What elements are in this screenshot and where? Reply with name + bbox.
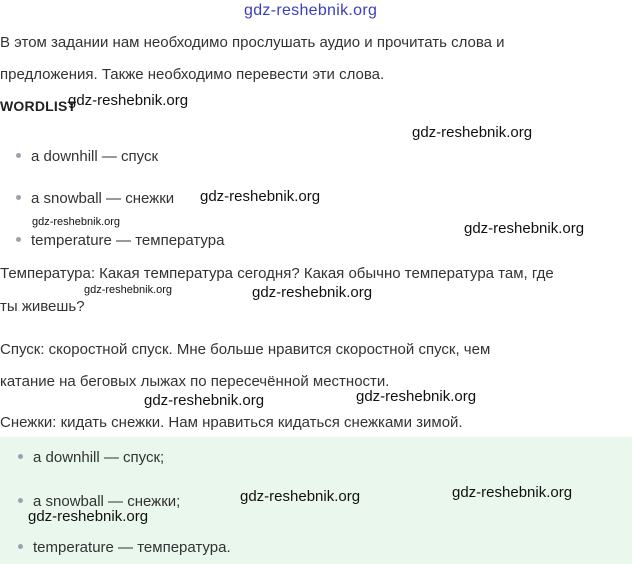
bullet-icon (16, 153, 21, 158)
watermark: gdz-reshebnik.org (28, 508, 149, 525)
wordlist-item: temperature — температура (16, 232, 224, 249)
watermark: gdz-reshebnik.org (240, 488, 361, 505)
watermark: gdz-reshebnik.org (356, 388, 477, 405)
sentence-downhill-line-1: Спуск: скоростной спуск. Мне больше нравится скоростной спуск, чем (0, 341, 491, 358)
watermark: gdz-reshebnik.org (452, 484, 573, 501)
intro-line-2: предложения. Также необходимо перевести эти слова. (0, 66, 385, 83)
watermark: gdz-reshebnik.org (68, 92, 189, 109)
sentence-downhill-line-2: катание на беговых лыжах по пересечённой местности. (0, 373, 390, 390)
wordlist-heading: WORDLIST (0, 98, 77, 114)
watermark: gdz-reshebnik.org (144, 392, 265, 409)
answer-item: a downhill — спуск; (18, 449, 164, 466)
intro-line-1: В этом задании нам необходимо прослушать аудио и прочитать слова и (0, 34, 505, 51)
bullet-icon (16, 195, 21, 200)
bullet-icon (18, 454, 23, 459)
wordlist-item: a snowball — снежки (16, 190, 174, 207)
watermark: gdz-reshebnik.org (252, 284, 373, 301)
wordlist-item: a downhill — спуск (16, 148, 158, 165)
answer-item: a snowball — снежки; (18, 493, 180, 510)
bullet-icon (18, 498, 23, 503)
watermark: gdz-reshebnik.org (464, 220, 585, 237)
bullet-icon (18, 544, 23, 549)
bullet-icon (16, 237, 21, 242)
sentence-snowball-line-1: Снежки: кидать снежки. Нам нравиться кидаться снежками зимой. (0, 414, 463, 431)
watermark: gdz-reshebnik.org (200, 188, 321, 205)
watermark: gdz-reshebnik.org (412, 124, 533, 141)
answer-item: temperature — температура. (18, 539, 231, 556)
watermark: gdz-reshebnik.org (32, 216, 121, 228)
sentence-temperature-line-1: Температура: Какая температура сегодня? Какая обычно температура там, где (0, 265, 554, 282)
watermark: gdz-reshebnik.org (84, 284, 173, 296)
sentence-temperature-line-2: ты живешь? (0, 298, 85, 315)
watermark-top: gdz-reshebnik.org (244, 2, 378, 19)
